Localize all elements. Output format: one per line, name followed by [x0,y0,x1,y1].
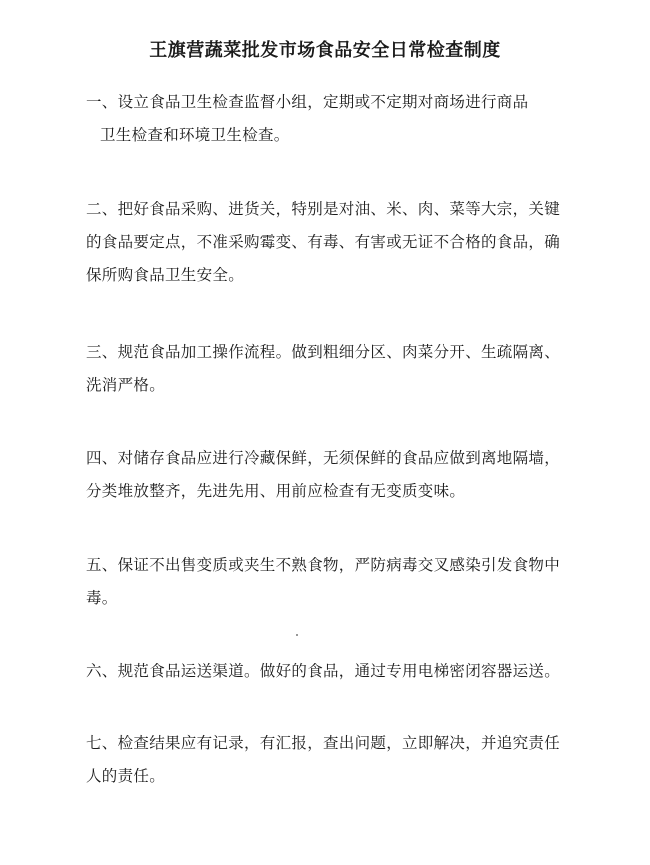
rule-line: 二、把好食品采购、进货关，特别是对油、米、肉、菜等大宗，关键 [86,200,561,218]
rule-line: 五、保证不出售变质或夹生不熟食物，严防病毒交叉感染引发食物中 [86,556,561,574]
rule-line: 分类堆放整齐，先进先用、用前应检查有无变质变味。 [86,482,466,500]
rule-item-3 [86,336,566,402]
rule-line: 保所购食品卫生安全。 [86,266,245,284]
rule-item-2 [86,193,566,292]
rule-item-5 [86,549,566,615]
rule-line: 六、规范食品运送渠道。做好的食品，通过专用电梯密闭容器运送。 [86,662,561,680]
rule-line: 四、对储存食品应进行冷藏保鲜，无须保鲜的食品应做到离地隔墙， [86,449,561,467]
rule-item-6 [86,655,566,688]
rule-item-1 [86,86,566,152]
rule-line: 三、规范食品加工操作流程。做到粗细分区、肉菜分开、生疏隔离、 [86,343,561,361]
document-title: 王旗营蔬菜批发市场食品安全日常检查制度 [149,40,501,61]
rule-line: 洗消严格。 [86,376,166,394]
rule-line: 毒。 [86,589,118,607]
rule-line: 一、设立食品卫生检查监督小组，定期或不定期对商场进行商品 [86,93,529,111]
rule-line: 七、检查结果应有记录，有汇报，查出问题，立即解决，并追究责任 [86,734,561,752]
scan-speck [296,634,298,636]
rule-line: 卫生检查和环境卫生检查。 [100,126,290,144]
rule-item-4 [86,442,566,508]
rule-item-7 [86,727,566,793]
rule-line: 人的责任。 [86,767,166,785]
rule-line: 的食品要定点，不准采购霉变、有毒、有害或无证不合格的食品，确 [86,233,561,251]
